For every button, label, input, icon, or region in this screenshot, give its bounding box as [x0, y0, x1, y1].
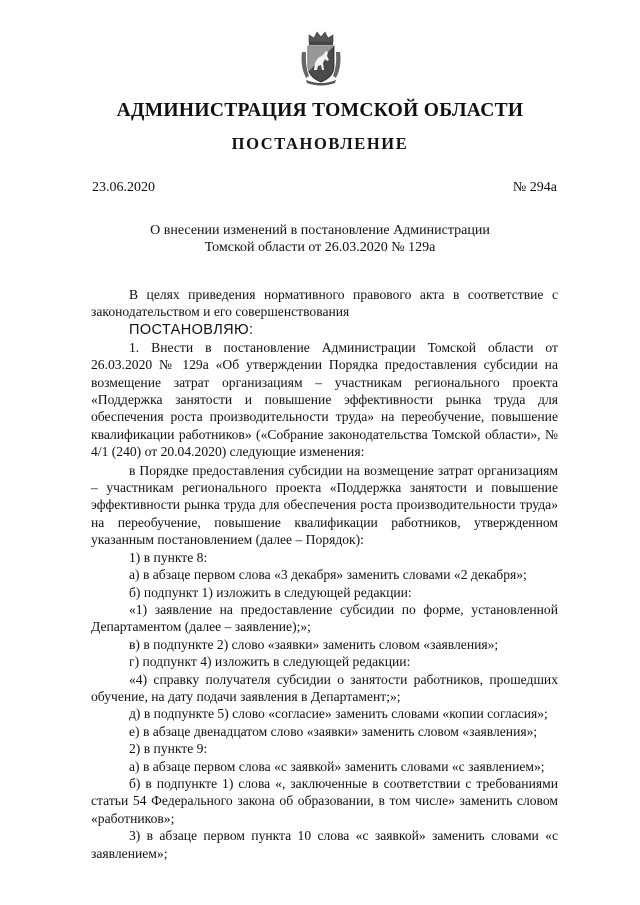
body-paragraph: 3) в абзаце первом пункта 10 слова «с заявкой» заменить словами «с заявлением»; — [91, 828, 558, 861]
document-subject — [120, 222, 520, 256]
body-paragraph: 1) в пункте 8: — [129, 549, 208, 565]
preamble-paragraph: В целях приведения нормативного правового акта в соответствие с законодательством и его совершенствования — [91, 287, 558, 320]
body-paragraph: б) подпункт 1) изложить в следующей редакции: — [129, 584, 412, 600]
document-number: № 294а — [512, 180, 557, 195]
body-paragraph: «4) справку получателя субсидии о занятости работников, прошедших обучение, на дату подачи заявления в Департамент;»; — [91, 671, 558, 704]
body-paragraph: «1) заявление на предоставление субсидии по форме, установленной Департаментом (далее – заявление);»; — [91, 601, 558, 635]
body-paragraph: в Порядке предоставления субсидии на возмещение затрат организациям – участникам регионального проекта «Поддержка занятости и повышение эффективности рынка труда для обеспечения роста производительности труда» на переобучение, повышение квалификации работников, утвержденном указанным постановлением (далее – Порядок): — [91, 462, 558, 548]
document-date: 23.06.2020 — [92, 180, 155, 195]
body-paragraph: 1. Внести в постановление Администрации Томской области от 26.03.2020 № 129а «Об утверждении Порядка предоставления субсидии на возмещение затрат организациям – участникам регионального проекта «Поддержка занятости и повышение эффективности рынка труда для обеспечения роста производительности труда» на переобучение, повышение квалификации работников» («Собрание законодательства Томской области», № 4/1 (240) от 20.04.2020) следующие изменения: — [91, 339, 558, 460]
document-body — [91, 286, 558, 862]
body-paragraph: д) в подпункте 5) слово «согласие» заменить словами «копии согласия»; — [129, 706, 548, 722]
body-paragraph: б) в подпункте 1) слова «, заключенные в соответствии с требованиями статьи 54 Федерального закона об образовании, в том числе» заменить словом «работников»; — [91, 775, 558, 826]
tomsk-region-coat-of-arms-icon — [300, 30, 342, 86]
subject-line: Томской области от 26.03.2020 № 129а — [204, 240, 436, 255]
body-paragraph: г) подпункт 4) изложить в следующей редакции: — [129, 654, 411, 670]
body-paragraph: а) в абзаце первом слова «с заявкой» заменить словами «с заявлением»; — [129, 758, 545, 774]
body-paragraph: а) в абзаце первом слова «3 декабря» заменить словами «2 декабря»; — [129, 567, 527, 583]
subject-line: О внесении изменений в постановление Администрации — [150, 223, 490, 238]
body-paragraph: е) в абзаце двенадцатом слово «заявки» заменить словом «заявления»; — [129, 723, 538, 739]
decree-word: ПОСТАНОВЛЯЮ: — [129, 321, 254, 338]
organization-title: АДМИНИСТРАЦИЯ ТОМСКОЙ ОБЛАСТИ — [116, 100, 524, 121]
document-type-title: ПОСТАНОВЛЕНИЕ — [231, 134, 409, 153]
body-paragraph: 2) в пункте 9: — [129, 741, 208, 757]
body-paragraph: в) в подпункте 2) слово «заявки» заменить словом «заявления»; — [129, 636, 499, 652]
